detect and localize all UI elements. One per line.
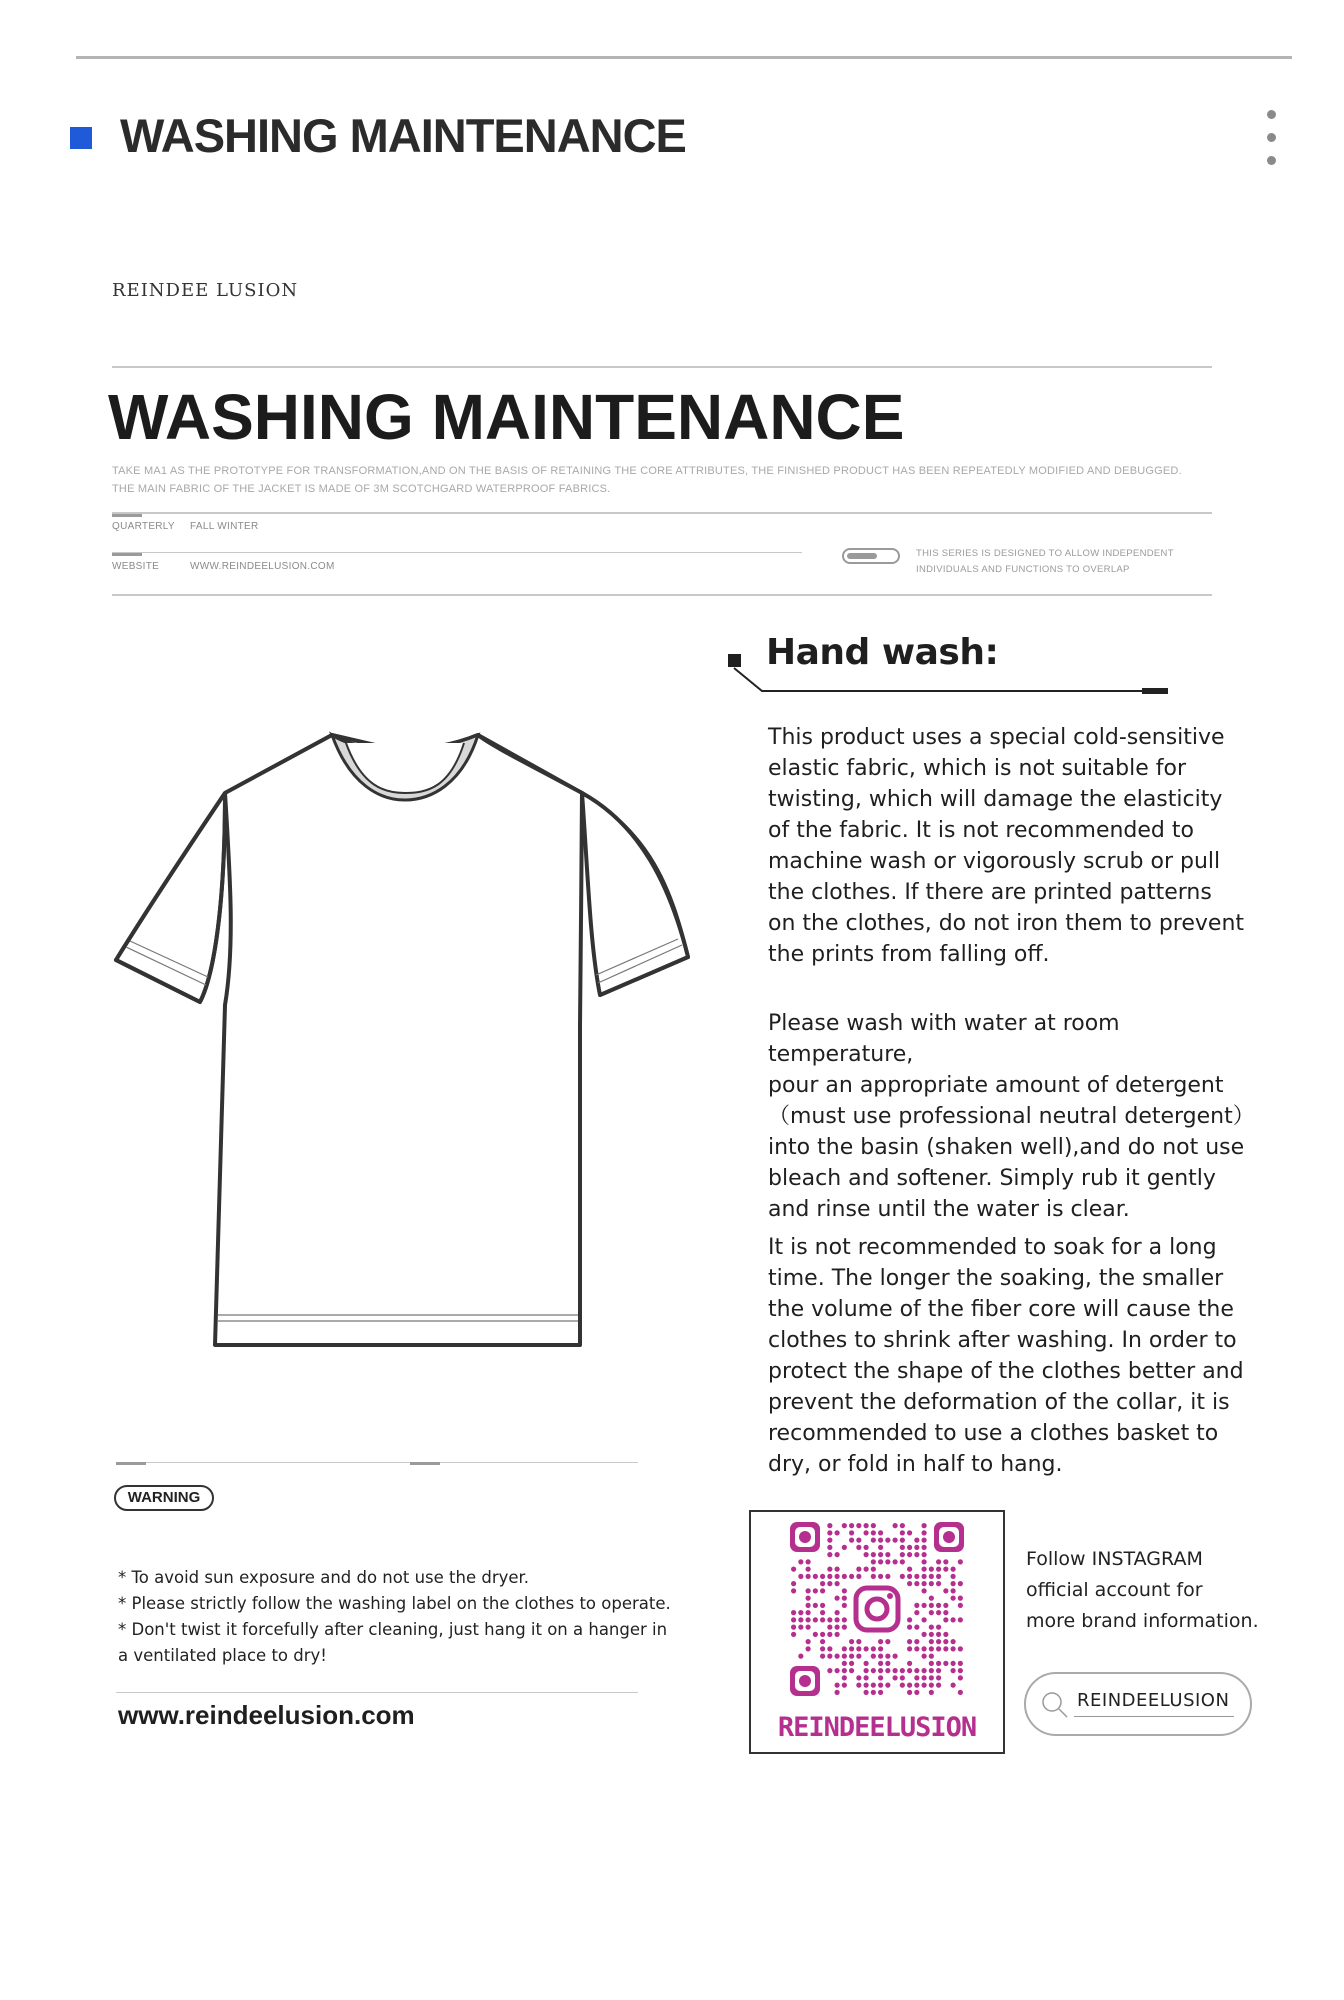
warning-note: * To avoid sun exposure and do not use the dryer. <box>118 1568 530 1587</box>
page-title: WASHING MAINTENANCE <box>108 381 905 453</box>
hero-rule-mid <box>112 512 1212 514</box>
more-vertical-icon[interactable] <box>1266 110 1278 166</box>
brand-name: REINDEE LUSION <box>112 280 299 301</box>
warning-note: * Please strictly follow the washing label on the clothes to operate. <box>118 1594 671 1613</box>
series-line: INDIVIDUALS AND FUNCTIONS TO OVERLAP <box>916 564 1130 575</box>
instagram-follow-text: Follow INSTAGRAM official account for more brand information. <box>1026 1548 1259 1632</box>
toggle-switch <box>842 548 900 564</box>
series-line: THIS SERIES IS DESIGNED TO ALLOW INDEPENDENT <box>916 548 1174 559</box>
website-bar <box>112 553 142 556</box>
hero-description <box>112 462 1222 498</box>
notes-rule <box>116 1692 638 1693</box>
qr-brand-label: REINDEELUSION <box>777 1712 977 1743</box>
warning-notes <box>118 1565 678 1669</box>
header-accent-square <box>70 127 92 149</box>
illustration-bar-left <box>116 1462 146 1465</box>
tshirt-icon <box>110 725 700 1365</box>
search-icon <box>1040 1690 1070 1720</box>
series-note <box>916 546 1174 578</box>
hand-wash-paragraph: It is not recommended to soak for a long time. The longer the soaking, the smaller the volume of the fiber core will cause the clothes to shrink after washing. In order to protect the shape of the clothes better and prevent the deformation of the collar, it is recommended to use a clothes basket to dry, or fold in half to hang. <box>768 1235 1244 1477</box>
illustration-rule <box>116 1462 638 1463</box>
website-value: WWW.REINDEELUSION.COM <box>190 561 335 572</box>
illustration-bar-mid <box>410 1462 440 1465</box>
warning-note: * Don't twist it forcefully after cleaning, just hang it on a hanger in a ventilated place to dry! <box>118 1620 668 1665</box>
website-link[interactable]: www.reindeelusion.com <box>118 1700 415 1730</box>
website-label: WEBSITE <box>112 561 160 572</box>
warning-badge: WARNING <box>114 1485 214 1511</box>
hand-wash-paragraph: Please wash with water at room temperature, pour an appropriate amount of detergent （must use professional neutral detergent） into the basin (shaken well),and do not use bleach and softener. Simply rub it gently and rinse until the water is clear. <box>768 1011 1255 1222</box>
hero-rule-top <box>112 366 1212 368</box>
instagram-handle: REINDEELUSION <box>1077 1690 1230 1711</box>
quarterly-value: FALL WINTER <box>190 521 259 532</box>
header-title: WASHING MAINTENANCE <box>120 109 686 162</box>
qr-code <box>790 1522 964 1696</box>
description-line: TAKE MA1 AS THE PROTOTYPE FOR TRANSFORMATION,AND ON THE BASIS OF RETAINING THE CORE ATTRIBUTES, THE FINISHED PRODUCT HAS BEEN REPEATEDLY MODIFIED AND DEBUGGED. <box>112 465 1182 477</box>
hand-wash-paragraph: This product uses a special cold-sensitive elastic fabric, which is not suitable for twisting, which will damage the elasticity of the fabric. It is not recommended to machine wash or vigorously scrub or pull the clothes. If there are printed patterns on the clothes, do not iron them to prevent the prints from falling off. <box>768 725 1245 967</box>
website-rule <box>112 552 802 553</box>
description-line: THE MAIN FABRIC OF THE JACKET IS MADE OF 3M SCOTCHGARD WATERPROOF FABRICS. <box>112 483 611 495</box>
top-rule <box>76 56 1292 59</box>
hero-rule-bottom <box>112 594 1212 596</box>
search-underline <box>1074 1716 1234 1717</box>
quarterly-bar <box>112 514 142 517</box>
quarterly-label: QUARTERLY <box>112 521 175 532</box>
hand-wash-title: Hand wash: <box>766 632 999 673</box>
hand-wash-underline <box>732 666 1172 696</box>
